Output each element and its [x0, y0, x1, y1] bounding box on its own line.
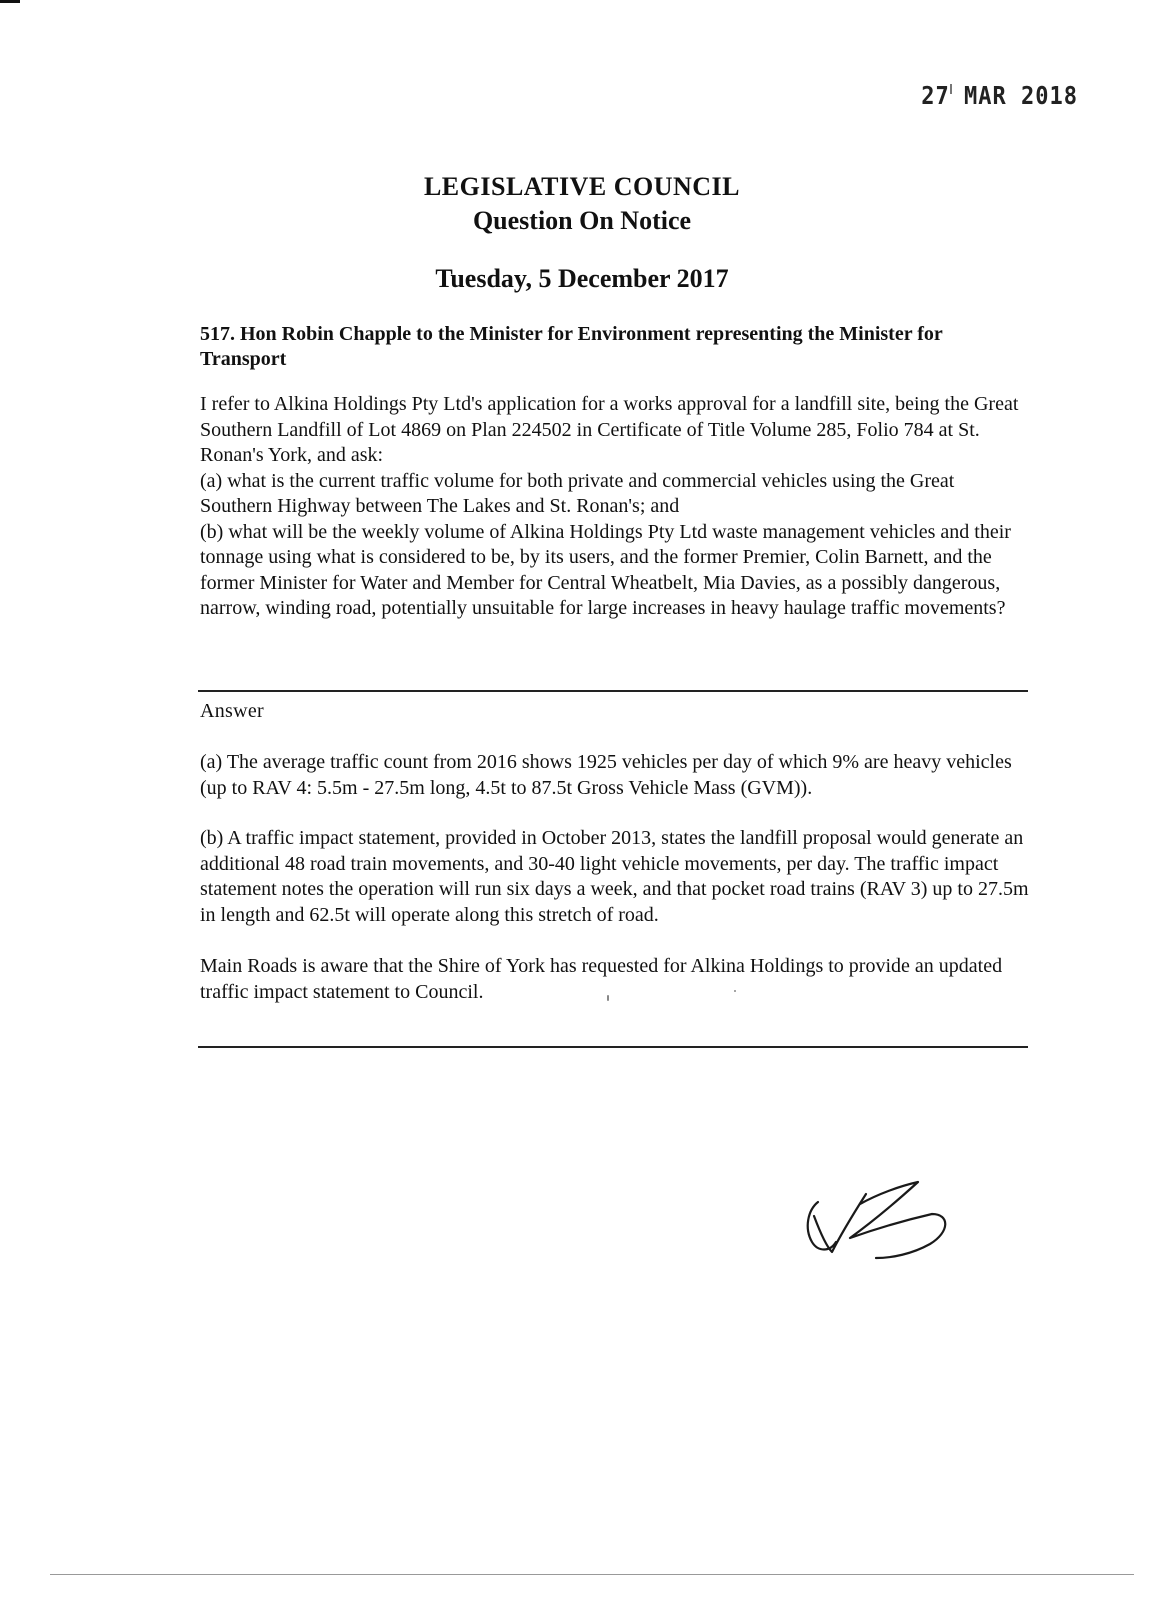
question-date: Tuesday, 5 December 2017 — [435, 264, 729, 293]
answer-heading: Answer — [200, 700, 265, 722]
question-part-a: (a) what is the current traffic volume for both private and commercial vehicles using the Great Southern Highway between The Lakes and St. Ronan's; and — [200, 469, 955, 517]
chamber-heading: LEGISLATIVE COUNCIL — [423, 172, 741, 201]
question-body — [200, 392, 1030, 622]
received-date-stamp: 27 MAR 2018 — [921, 82, 1078, 111]
answer-closing: Main Roads is aware that the Shire of York has requested for Alkina Holdings to provide an updated traffic impact statement to Council. — [200, 955, 1003, 1003]
question-part-b: (b) what will be the weekly volume of Alkina Holdings Pty Ltd waste management vehicles and their tonnage using what is considered to be, by its users, and the former Premier, Colin Barnett, and the former Minister for Water and Member for Central Wheatbelt, Mia Davies, as a possibly dangerous, narrow, winding road, potentially unsuitable for large increases in heavy haulage traffic movements? — [200, 520, 1011, 619]
scan-speck — [734, 990, 736, 992]
divider-top — [198, 690, 1028, 692]
answer-part-a: (a) The average traffic count from 2016 shows 1925 vehicles per day of which 9% are heavy vehicles (up to RAV 4: 5.5m - 27.5m long, 4.5t to 87.5t Gross Vehicle Mass (GVM)). — [200, 751, 1012, 799]
handwritten-signature-icon — [800, 1180, 970, 1285]
scan-corner-mark — [0, 0, 20, 3]
document-type-heading: Question On Notice — [472, 206, 692, 235]
answer-part-b: (b) A traffic impact statement, provided in October 2013, states the landfill proposal would generate an additional 48 road train movements, and 30-40 light vehicle movements, per day. The traffic impact statement notes the operation will run six days a week, and that pocket road trains (RAV 3) up to 27.5m in length and 62.5t will operate along this stretch of road. — [200, 827, 1029, 926]
question-title: 517. Hon Robin Chapple to the Minister for Environment representing the Minister for Transport — [200, 323, 943, 370]
question-intro: I refer to Alkina Holdings Pty Ltd's application for a works approval for a landfill site, being the Great Southern Landfill of Lot 4869 on Plan 224502 in Certificate of Title Volume 285, Folio 784 at St. Ronan's York, and ask: — [200, 393, 1019, 466]
scan-bottom-edge — [50, 1574, 1134, 1575]
divider-bottom — [198, 1046, 1028, 1048]
scan-speck — [607, 995, 609, 1001]
